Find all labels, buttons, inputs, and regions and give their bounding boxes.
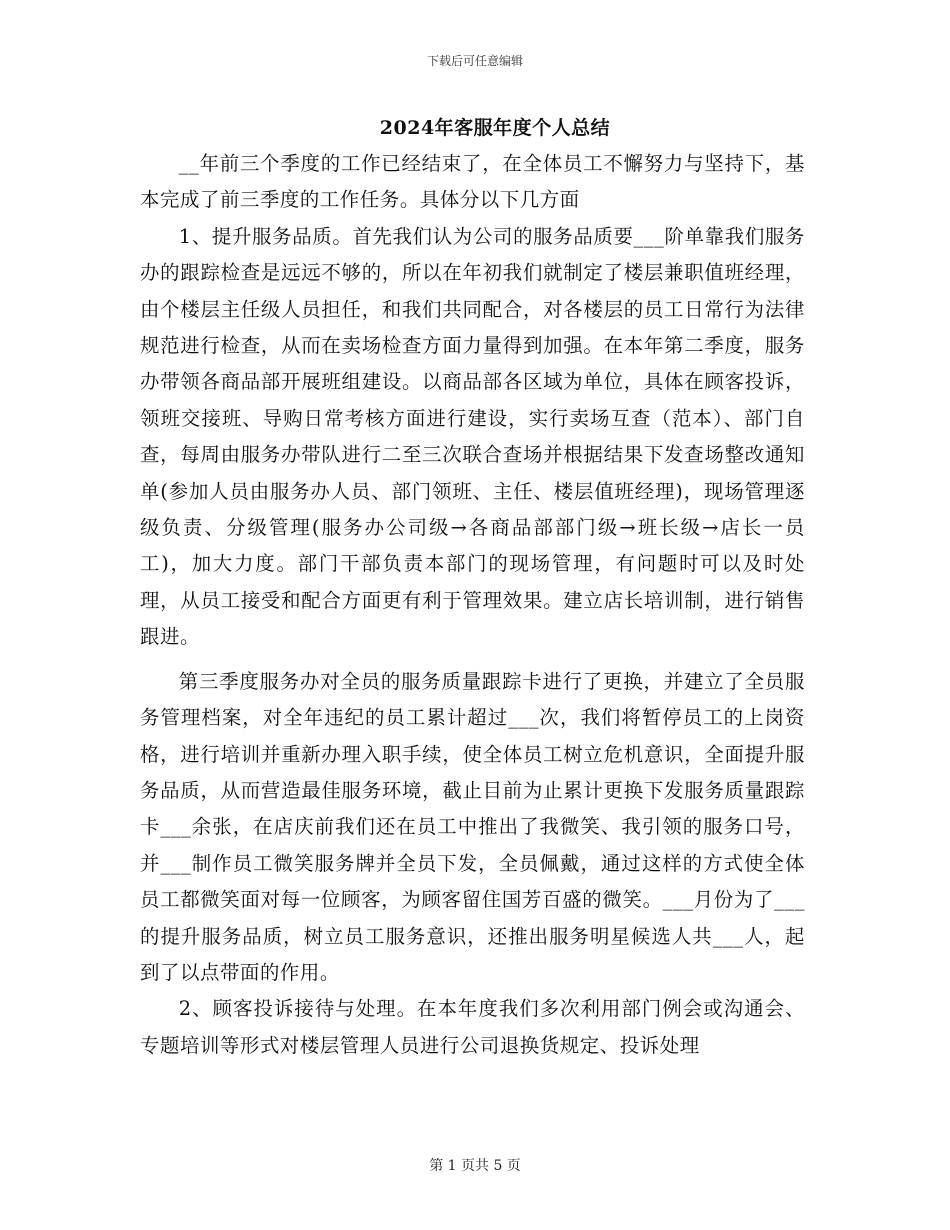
paragraph-third-quarter: 第三季度服务办对全员的服务质量跟踪卡进行了更换，并建立了全员服务管理档案，对全年违纪的员工累计超过___次，我们将暂停员工的上岗资格，进行培训并重新办理入职手续，使全体员工树立危机意识，全面提升服务品质，从而营造最佳服务环境，截止目前为止累计更换下发服务质量跟踪卡___余张，在店庆前我们还在员工中推出了我微笑、我引领的服务口号，并___制作员工微笑服务牌并全员下发，全员佩戴，通过这样的方式使全体员工都微笑面对每一位顾客，为顾客留住国芳百盛的微笑。___月份为了___的提升服务品质，树立员工服务意识，还推出服务明星候选人共___人，起到了以点带面的作用。 xyxy=(140,669,805,984)
paragraph-service-quality: 1、提升服务品质。首先我们认为公司的服务品质要___阶单靠我们服务办的跟踪检查是远远不够的，所以在年初我们就制定了楼层兼职值班经理，由个楼层主任级人员担任，和我们共同配合，对各楼层的员工日常行为法律规范进行检查，从而在卖场检查方面力量得到加强。在本年第二季度，服务办带领各商品部开展班组建设。以商品部各区域为单位，具体在顾客投诉，领班交接班、导购日常考核方面进行建设，实行卖场互查（范本）、部门自查，每周由服务办带队进行二至三次联合查场并根据结果下发查场整改通知单(参加人员由服务办人员、部门领班、主任、楼层值班经理)，现场管理逐级负责、分级管理(服务办公司级→各商品部部门级→班长级→店长一员工)，加大力度。部门干部负责本部门的现场管理，有问题时可以及时处理，从员工接受和配合方面更有利于管理效果。建立店长培训制，进行销售跟进。 xyxy=(140,224,805,649)
paragraph-intro: __年前三个季度的工作已经结束了，在全体员工不懈努力与坚持下，基本完成了前三季度的工作任务。具体分以下几方面 xyxy=(140,152,805,212)
page-number: 第 1 页共 5 页 xyxy=(429,1158,521,1174)
page-header-note: 下载后可任意编辑 xyxy=(426,54,523,68)
paragraph-complaints: 2、顾客投诉接待与处理。在本年度我们多次利用部门例会或沟通会、专题培训等形式对楼层管理人员进行公司退换货规定、投诉处理 xyxy=(140,997,805,1057)
document-title: 2024年客服年度个人总结 xyxy=(379,117,611,139)
document-body xyxy=(140,146,805,1064)
